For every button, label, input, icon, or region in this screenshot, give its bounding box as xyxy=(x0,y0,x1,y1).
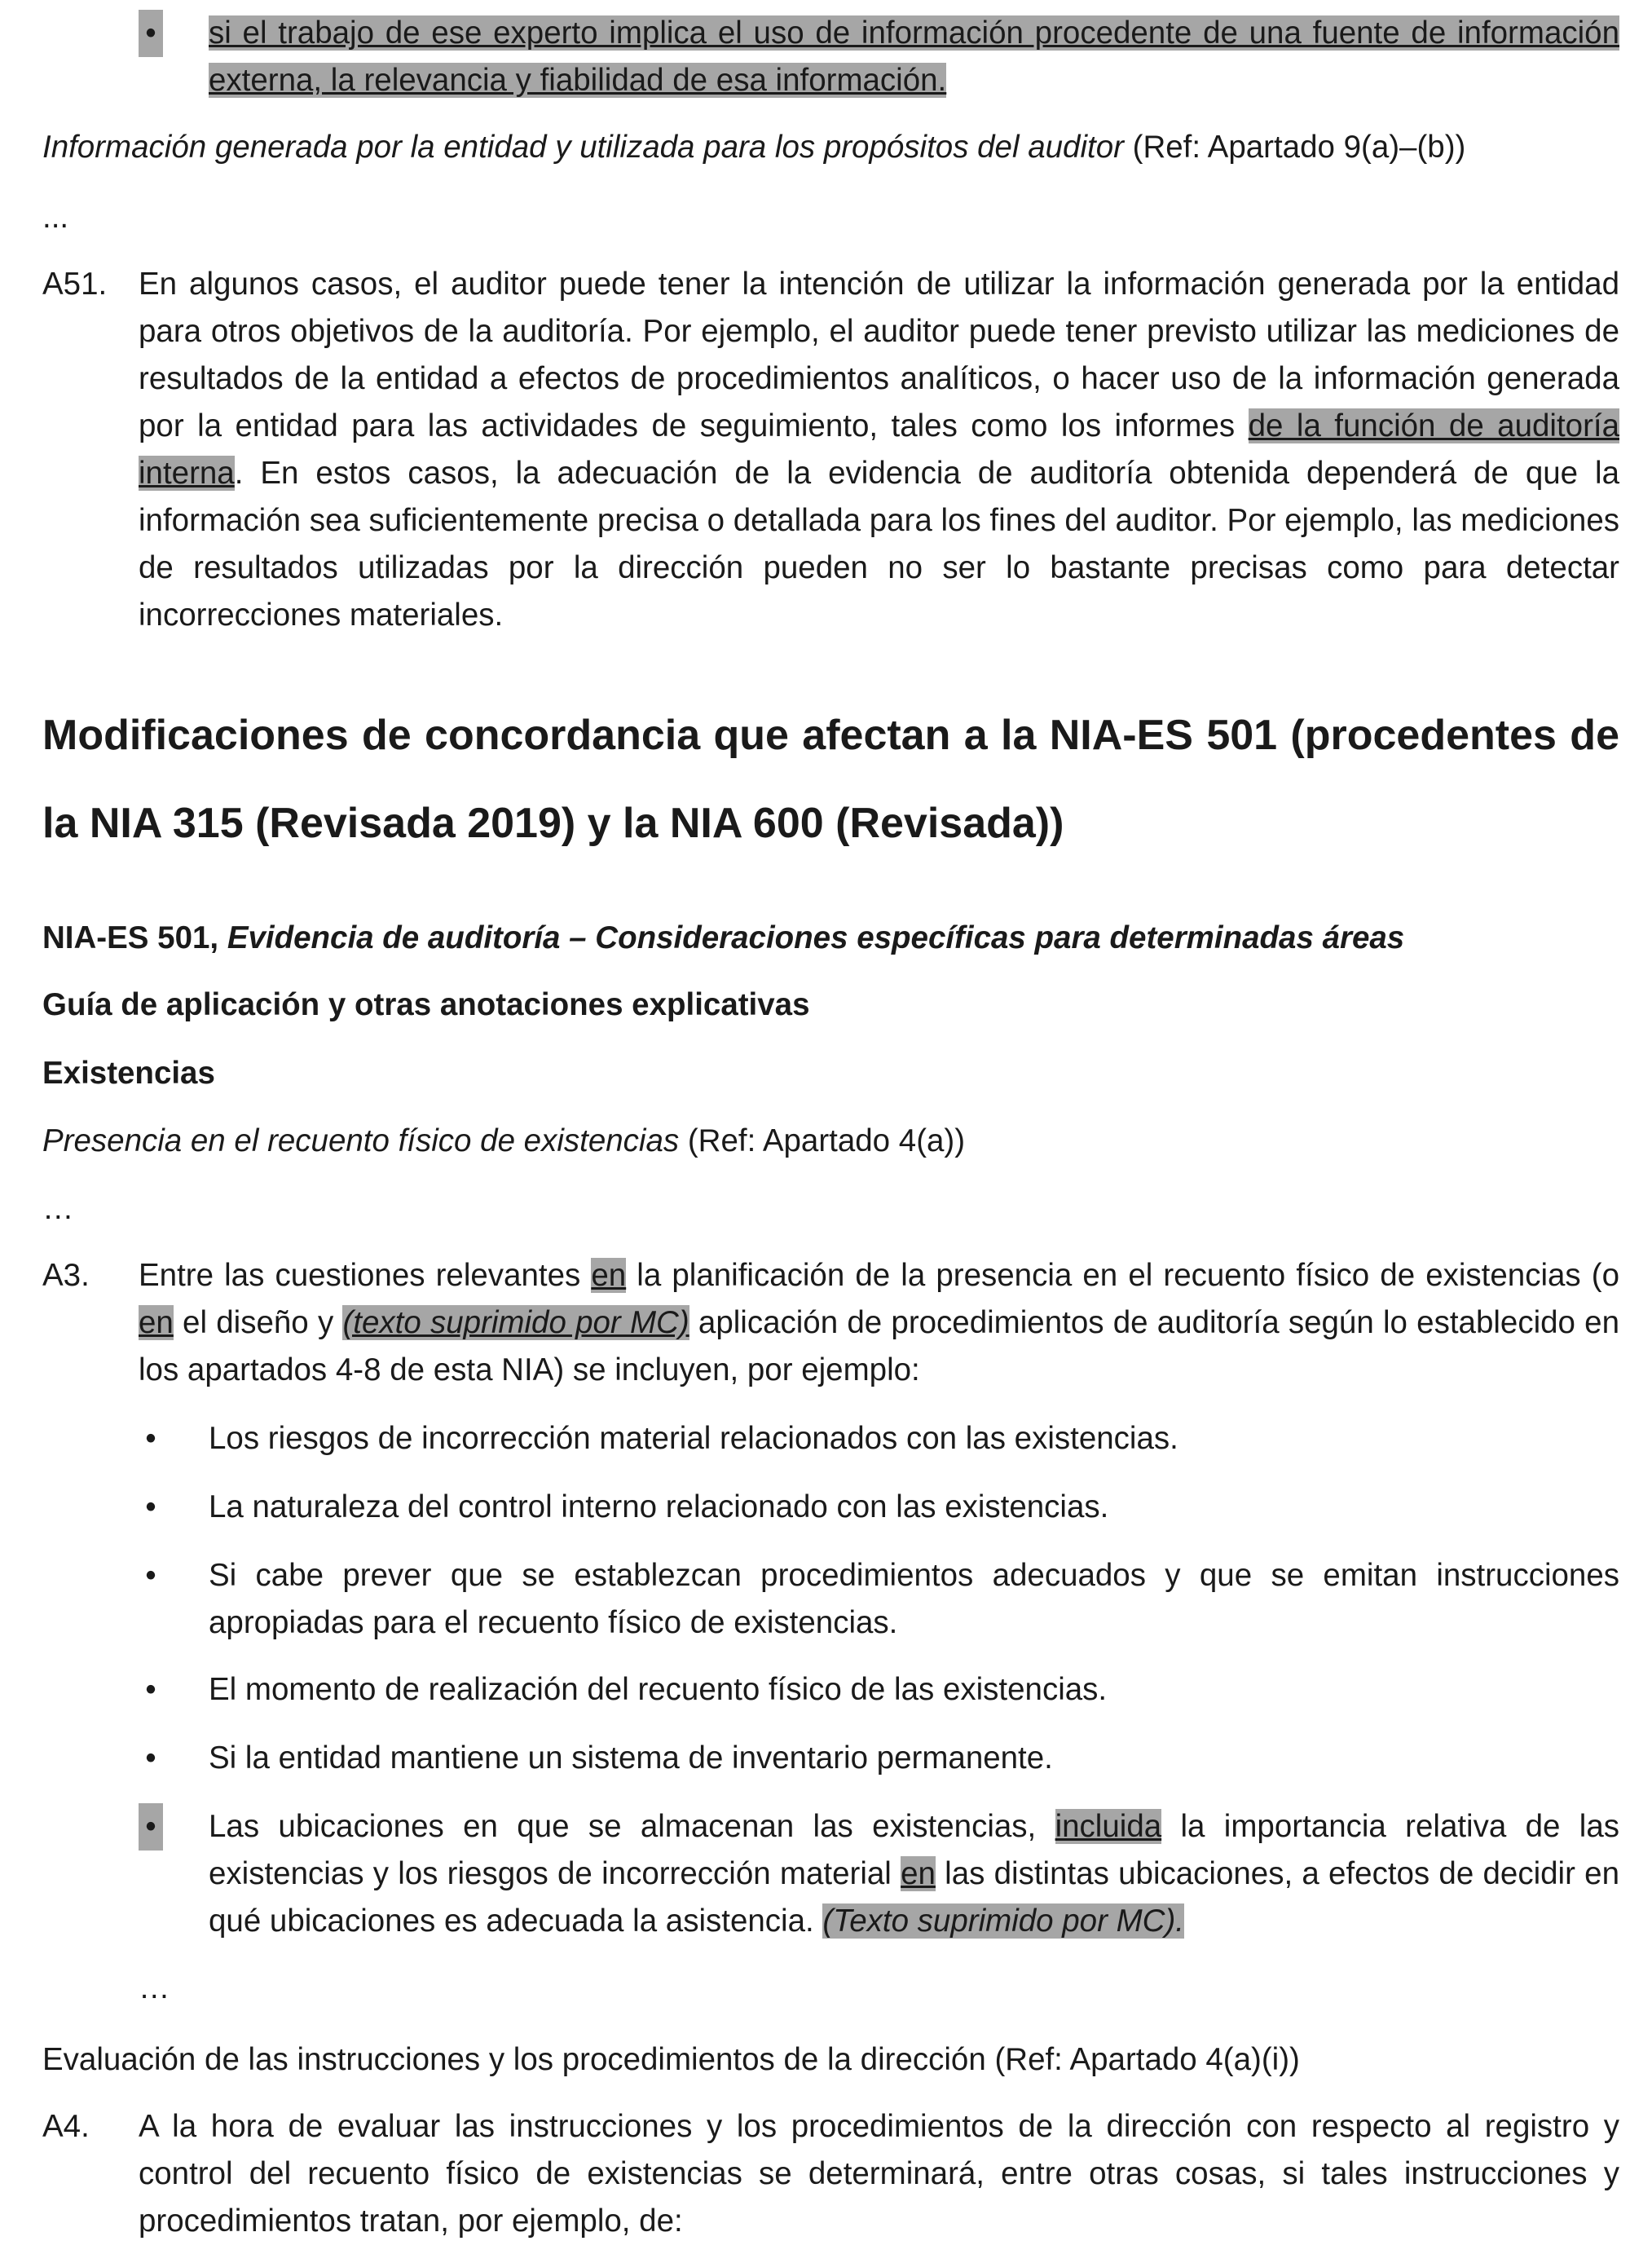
list-item xyxy=(42,1666,1619,1714)
presencia-ref: (Ref: Apartado 4(a)) xyxy=(679,1123,966,1158)
paragraph-text: En algunos casos, el auditor puede tener la intención de utilizar la información generada por la entidad para otros objetivos de la auditoría. Por ejemplo, el auditor puede tener previsto utilizar las mediciones de resultados de la entidad a efectos de procedimientos analíticos, o hacer uso de la información generada por la entidad para las actividades de seguimiento, tales como los informes xyxy=(139,267,1619,443)
bullet-marker: • xyxy=(145,1421,156,1456)
ellipsis: … xyxy=(139,1970,170,2005)
paragraph-text: . En estos casos, la adecuación de la evidencia de auditoría obtenida dependerá de que la información sea suficientemente precisa o detallada para los fines del auditor. Por ejemplo, las mediciones de resultados utilizadas por la dirección pueden no ser lo bastante precisas como para detectar incorrecciones materiales. xyxy=(139,456,1619,633)
list-item xyxy=(42,1415,1619,1462)
list-item xyxy=(42,1552,1619,1647)
standard-code: NIA-ES 501, xyxy=(42,920,227,955)
bullet-marker: • xyxy=(145,1740,156,1776)
bullet-marker: • xyxy=(145,1672,156,1707)
existencias-heading: Existencias xyxy=(42,1056,215,1091)
bullet-external-information xyxy=(42,10,1619,104)
list-item-text: Los riesgos de incorrección material relacionados con las existencias. xyxy=(209,1421,1178,1456)
list-item-text: Las ubicaciones en que se almacenan las existencias, xyxy=(209,1809,1055,1844)
standard-title-italic: Evidencia de auditoría – Consideraciones específicas para determinadas áreas xyxy=(227,920,1405,955)
highlighted-text: incluida xyxy=(1055,1809,1162,1844)
list-item-text: las distintas ubicaciones, a efectos de decidir en qué ubicaciones es adecuada la asistencia. xyxy=(209,1856,1619,1939)
paragraph-label: A51. xyxy=(42,267,108,302)
highlighted-text: en xyxy=(591,1258,627,1293)
paragraph-text: la planificación de la presencia en el recuento físico de existencias (o xyxy=(626,1258,1619,1293)
list-item xyxy=(42,1735,1619,1782)
paragraph-label: A3. xyxy=(42,1258,90,1293)
section-heading-info-generada xyxy=(42,124,1619,171)
guide-heading: Guía de aplicación y otras anotaciones explicativas xyxy=(42,987,810,1022)
bullet-marker: • xyxy=(145,1558,156,1593)
standard-title xyxy=(42,915,1619,962)
paragraph-text: Entre las cuestiones relevantes xyxy=(139,1258,592,1293)
bullet-marker: • xyxy=(139,10,163,57)
paragraph-text: el diseño y xyxy=(173,1305,343,1340)
highlighted-text: en xyxy=(139,1305,174,1340)
paragraph-text: A la hora de evaluar las instrucciones y los procedimientos de la dirección con respecto al registro y control del recuento físico de existencias se determinará, entre otras cosas, si tales instrucciones y procedimientos tratan, por ejemplo, de: xyxy=(139,2109,1619,2239)
ellipsis: … xyxy=(42,1191,74,1226)
bullet-marker: • xyxy=(145,1489,156,1524)
evaluation-heading: Evaluación de las instrucciones y los procedimientos de la dirección (Ref: Apartado 4(a)(i)) xyxy=(42,2042,1300,2077)
paragraph-label: A4. xyxy=(42,2109,90,2144)
main-heading: Modificaciones de concordancia que afectan a la NIA-ES 501 (procedentes de la NIA 315 (Revisada 2019) y la NIA 600 (Revisada)) xyxy=(42,712,1619,847)
highlighted-text: (Texto suprimido por MC). xyxy=(822,1903,1185,1939)
paragraph-a3 xyxy=(42,1252,1619,1394)
list-item-text: la importancia relativa de las existencias y los riesgos de incorrección material xyxy=(209,1809,1619,1891)
highlighted-text: en xyxy=(901,1856,936,1891)
list-item xyxy=(42,1484,1619,1531)
presencia-italic: Presencia en el recuento físico de existencias xyxy=(42,1123,680,1158)
section-heading-ref: (Ref: Apartado 9(a)–(b)) xyxy=(1123,130,1466,165)
list-item-text: La naturaleza del control interno relacionado con las existencias. xyxy=(209,1489,1109,1524)
section-heading-italic: Información generada por la entidad y utilizada para los propósitos del auditor xyxy=(42,130,1124,165)
list-item xyxy=(42,1803,1619,1945)
paragraph-text: aplicación de procedimientos de auditoría según lo establecido en los apartados 4-8 de esta NIA) se incluyen, por ejemplo: xyxy=(139,1305,1619,1387)
bullet-marker: • xyxy=(139,1803,163,1851)
bullet-text: si el trabajo de ese experto implica el uso de información procedente de una fuente de información externa, la relevancia y fiabilidad de esa información. xyxy=(209,15,1619,98)
list-item-text: Si la entidad mantiene un sistema de inventario permanente. xyxy=(209,1740,1053,1776)
paragraph-a51 xyxy=(42,261,1619,639)
highlighted-text: de la función de auditoría interna xyxy=(139,408,1620,491)
list-item-text: Si cabe prever que se establezcan procedimientos adecuados y que se emitan instrucciones apropiadas para el recuento físico de existencias. xyxy=(209,1558,1619,1640)
ellipsis: ... xyxy=(42,200,69,235)
highlighted-text: (texto suprimido por MC) xyxy=(342,1305,689,1340)
presencia-heading xyxy=(42,1118,1619,1165)
list-item-text: El momento de realización del recuento físico de las existencias. xyxy=(209,1672,1108,1707)
paragraph-a4 xyxy=(42,2103,1619,2245)
